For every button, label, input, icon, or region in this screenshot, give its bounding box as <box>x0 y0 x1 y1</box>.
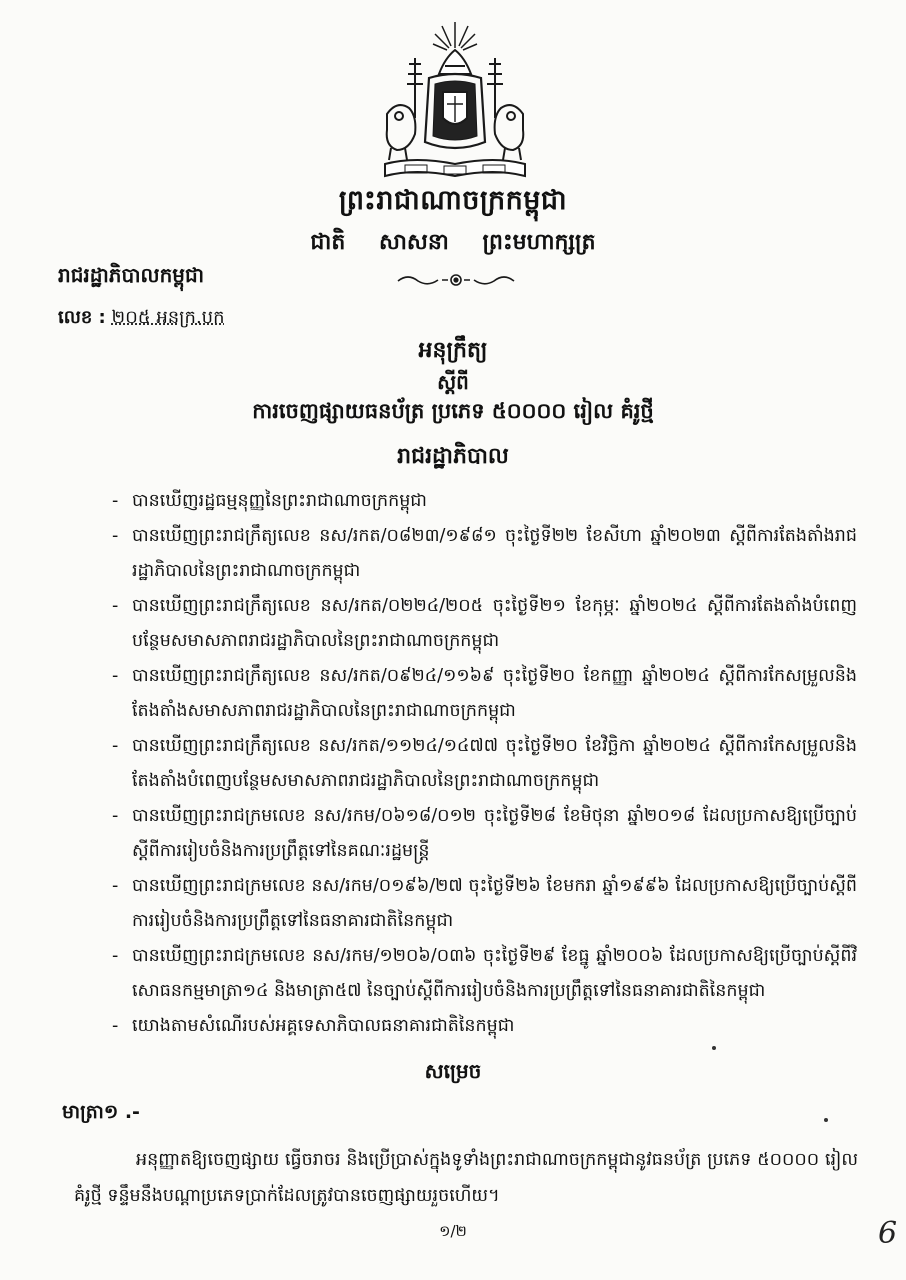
preamble-item: - បានឃើញព្រះរាជក្រឹត្យលេខ នស/រកត/១១២៤/១៤៧៧ ចុះថ្ងៃទី២០ ខែវិច្ឆិកា ឆ្នាំ២០២៤ ស្តីពីការកែសម្រួលនិងតែងតាំងបំពេញបន្ថែមសមាសភាពរាជរដ្ឋាភិបាលនៃព្រះរាជាណាចក្រកម្ពុជា <box>112 736 857 791</box>
preamble-item: - បានឃើញព្រះរាជក្រមលេខ នស/រកម/០១៩៦/២៧ ចុះថ្ងៃទី២៦ ខែមករា ឆ្នាំ១៩៩៦ ដែលប្រកាសឱ្យប្រើច្បាប់ស្តីពីការរៀបចំនិងការប្រព្រឹត្តទៅនៃធនាគារជាតិនៃកម្ពុជា <box>112 876 857 931</box>
preamble-item: - យោងតាមសំណើរបស់អគ្គទេសាភិបាលធនាគារជាតិនៃកម្ពុជា <box>112 1016 515 1036</box>
scan-speck <box>824 1118 828 1122</box>
ornamental-flourish-icon <box>394 271 518 289</box>
preamble-item: - បានឃើញព្រះរាជក្រមលេខ នស/រកម/១២០៦/០៣៦ ចុះថ្ងៃទី២៩ ខែធ្នូ ឆ្នាំ២០០៦ ដែលប្រកាសឱ្យប្រើច្បាប់ស្តីពីវិសោធនកម្មមាត្រា១៤ និងមាត្រា៥៧ នៃច្បាប់ស្តីពីការរៀបចំនិងការប្រព្រឹត្តទៅនៃធនាគារជាតិនៃកម្ពុជា <box>112 946 857 1001</box>
page-number: ១/២ <box>439 1222 467 1240</box>
document-number <box>58 305 225 332</box>
document-number-label: លេខ : <box>58 307 106 328</box>
handwritten-mark: 6 <box>878 1216 898 1251</box>
article-text: អនុញ្ញាតឱ្យចេញផ្សាយ ធ្វើចរាចរ និងប្រើប្រាស់ក្នុងទូទាំងព្រះរាជាណាចក្រកម្ពុជានូវធនប័ត្រ ប្រភេទ ៥០០០០ រៀល គំរូថ្មី ទន្ទឹមនឹងបណ្តាប្រភេទប្រាក់ដែលត្រូវបានចេញផ្សាយរួចហើយ។ <box>74 1150 858 1206</box>
document-type: អនុក្រឹត្យ <box>418 338 488 363</box>
document-about: ស្តីពី <box>437 370 469 394</box>
preamble-item-text: បានឃើញព្រះរាជក្រឹត្យលេខ នស/រកត/០២២៤/២០៥ ចុះថ្ងៃទី២១ ខែកុម្ភៈ ឆ្នាំ២០២៤ ស្តីពីការតែងតាំងបំពេញបន្ថែមសមាសភាពរាជរដ្ឋាភិបាលនៃព្រះរាជាណាចក្រកម្ពុជា <box>132 596 857 651</box>
preamble-item-text: បានឃើញព្រះរាជក្រឹត្យលេខ នស/រកត/១១២៤/១៤៧៧ ចុះថ្ងៃទី២០ ខែវិច្ឆិកា ឆ្នាំ២០២៤ ស្តីពីការកែសម្រួលនិងតែងតាំងបំពេញបន្ថែមសមាសភាពរាជរដ្ឋាភិបាលនៃព្រះរាជាណាចក្រកម្ពុជា <box>132 736 857 791</box>
issuing-authority: រាជរដ្ឋាភិបាល <box>397 444 509 469</box>
preamble-item-text: យោងតាមសំណើរបស់អគ្គទេសាភិបាលធនាគារជាតិនៃកម្ពុជា <box>132 1016 515 1036</box>
article-heading: មាត្រា១ .- <box>62 1101 140 1123</box>
decision-heading: សម្រេច <box>424 1059 482 1083</box>
preamble-item-text: បានឃើញព្រះរាជក្រមលេខ នស/រកម/០៦១៨/០១២ ចុះថ្ងៃទី២៨ ខែមិថុនា ឆ្នាំ២០១៨ ដែលប្រកាសឱ្យប្រើច្បាប់ស្តីពីការរៀបចំនិងការប្រព្រឹត្តទៅនៃគណៈរដ្ឋមន្ត្រី <box>132 806 857 861</box>
document-subject: ការចេញផ្សាយធនប័ត្រ ប្រភេទ ៥០០០០ រៀល គំរូថ្មី <box>252 399 654 423</box>
scan-speck <box>712 1046 716 1050</box>
preamble-item: - បានឃើញរដ្ឋធម្មនុញ្ញនៃព្រះរាជាណាចក្រកម្ពុជា <box>112 491 427 511</box>
preamble-item: - បានឃើញព្រះរាជក្រមលេខ នស/រកម/០៦១៨/០១២ ចុះថ្ងៃទី២៨ ខែមិថុនា ឆ្នាំ២០១៨ ដែលប្រកាសឱ្យប្រើច្បាប់ស្តីពីការរៀបចំនិងការប្រព្រឹត្តទៅនៃគណៈរដ្ឋមន្ត្រី <box>112 806 857 861</box>
preamble-item-text: បានឃើញព្រះរាជក្រមលេខ នស/រកម/០១៩៦/២៧ ចុះថ្ងៃទី២៦ ខែមករា ឆ្នាំ១៩៩៦ ដែលប្រកាសឱ្យប្រើច្បាប់ស្តីពីការរៀបចំនិងការប្រព្រឹត្តទៅនៃធនាគារជាតិនៃកម្ពុជា <box>132 876 857 931</box>
issuing-government: រាជរដ្ឋាភិបាលកម្ពុជា <box>58 263 204 287</box>
preamble-item-text: បានឃើញព្រះរាជក្រមលេខ នស/រកម/១២០៦/០៣៦ ចុះថ្ងៃទី២៩ ខែធ្នូ ឆ្នាំ២០០៦ ដែលប្រកាសឱ្យប្រើច្បាប់ស្តីពីវិសោធនកម្មមាត្រា១៤ និងមាត្រា៥៧ នៃច្បាប់ស្តីពីការរៀបចំនិងការប្រព្រឹត្តទៅនៃធនាគារជាតិនៃកម្ពុជា <box>132 946 857 1001</box>
preamble-item-text: បានឃើញរដ្ឋធម្មនុញ្ញនៃព្រះរាជាណាចក្រកម្ពុជា <box>132 491 427 511</box>
preamble-item-text: បានឃើញព្រះរាជក្រឹត្យលេខ នស/រកត/០៩២៤/១១៦៩ ចុះថ្ងៃទី២០ ខែកញ្ញា ឆ្នាំ២០២៤ ស្តីពីការកែសម្រួលនិងតែងតាំងសមាសភាពរាជរដ្ឋាភិបាលនៃព្រះរាជាណាចក្រកម្ពុជា <box>132 666 857 721</box>
national-motto: ជាតិ សាសនា ព្រះមហាក្សត្រ <box>310 230 596 255</box>
preamble-list <box>112 484 857 1044</box>
preamble-item-text: បានឃើញព្រះរាជក្រឹត្យលេខ នស/រកត/០៨២៣/១៩៨១ ចុះថ្ងៃទី២២ ខែសីហា ឆ្នាំ២០២៣ ស្តីពីការតែងតាំងរាជរដ្ឋាភិបាលនៃព្រះរាជាណាចក្រកម្ពុជា <box>132 526 857 581</box>
preamble-item: - បានឃើញព្រះរាជក្រឹត្យលេខ នស/រកត/០៨២៣/១៩៨១ ចុះថ្ងៃទី២២ ខែសីហា ឆ្នាំ២០២៣ ស្តីពីការតែងតាំងរាជរដ្ឋាភិបាលនៃព្រះរាជាណាចក្រកម្ពុជា <box>112 526 857 581</box>
kingdom-title: ព្រះរាជាណាចក្រកម្ពុជា <box>338 185 568 216</box>
royal-arms-emblem-icon <box>375 18 535 180</box>
document-number-value: ២០៥ អនក្រ.បក <box>111 307 225 328</box>
preamble-item: - បានឃើញព្រះរាជក្រឹត្យលេខ នស/រកត/០២២៤/២០៥ ចុះថ្ងៃទី២១ ខែកុម្ភៈ ឆ្នាំ២០២៤ ស្តីពីការតែងតាំងបំពេញបន្ថែមសមាសភាពរាជរដ្ឋាភិបាលនៃព្រះរាជាណាចក្រកម្ពុជា <box>112 596 857 651</box>
preamble-item: - បានឃើញព្រះរាជក្រឹត្យលេខ នស/រកត/០៩២៤/១១៦៩ ចុះថ្ងៃទី២០ ខែកញ្ញា ឆ្នាំ២០២៤ ស្តីពីការកែសម្រួលនិងតែងតាំងសមាសភាពរាជរដ្ឋាភិបាលនៃព្រះរាជាណាចក្រកម្ពុជា <box>112 666 857 721</box>
